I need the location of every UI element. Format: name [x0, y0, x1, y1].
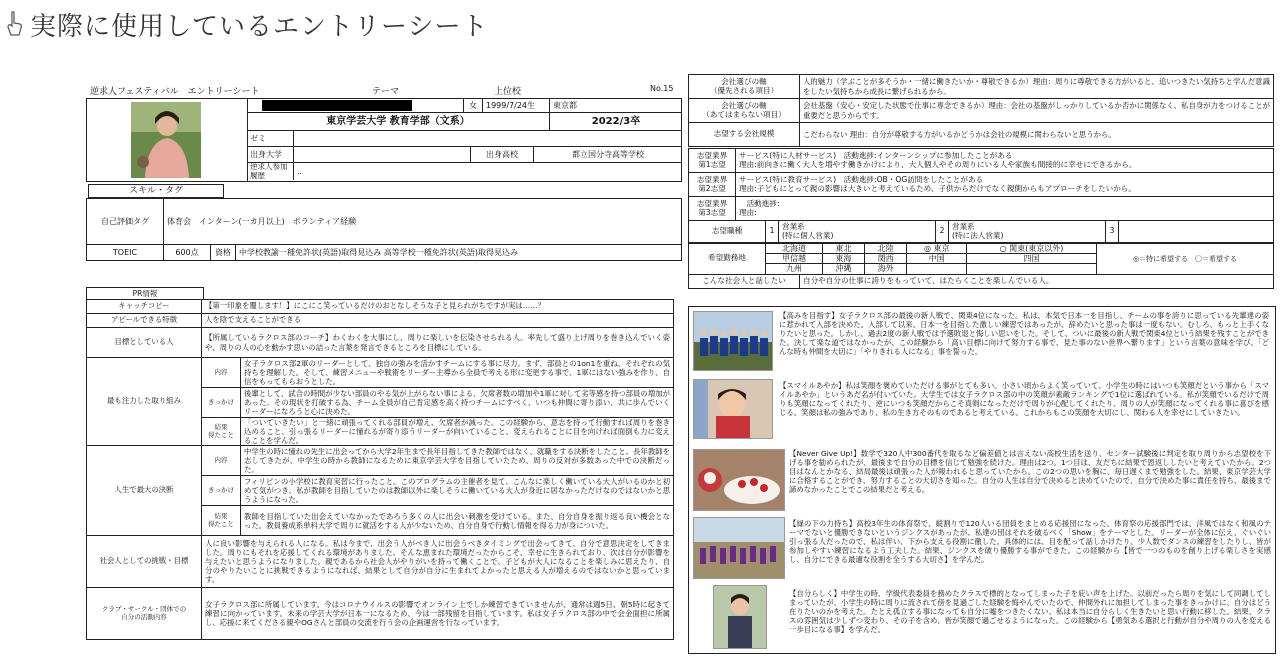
name-cell: [247, 99, 464, 113]
team-photo: [693, 311, 773, 371]
region-cell: 海外: [865, 264, 907, 274]
region-cell: 甲信越: [766, 254, 823, 264]
story-text: 【高みを目指す】女子ラクロス部の最後の新人戦で、関東4位になった。私は、本気で日本一を目指し、チームの事を誇りに思っている先輩達の姿に惹かれて入部を決めた。入部して以来、日本一を目指した激しい練習ではあったが、辞めたいと思った事は一度もない。むしろ、もっと上手くなりたいと思った。しかし、過去2度の新人戦では予選敗退と悔しい思いをした。そして、ついに最後の新人戦で関東4位という結果を残すことができた。決して楽な道ではなかったが、この経験から「高い目標に向けて努力する事で、見た事のない世界へ繋ります」という言葉の意味を学び、「どんな時も仲間を大切に」「やりきれる人になる」事を誓った。: [779, 311, 1269, 357]
effort-row-label: きっかけ: [202, 388, 241, 418]
region-cell: ○ 関東(東京以外): [967, 244, 1097, 254]
talk-value: 自分や自分の仕事に誇りをもっていて、はたらくことを楽しんでいる人。: [800, 275, 1274, 289]
pref1-label: 志望業界 第1志望: [689, 149, 736, 173]
hs-label: 出身高校: [471, 147, 534, 163]
occupation-value: 営業系 (特に個人営業): [779, 221, 936, 243]
story-text: 【自分らしく】中学生の時、学級代表委員を務めたクラスで標的となってしまった子を庇い声を上げた。以前だったら周りを気にして同調してしまっていたが、小学生の時に周りに流されて傍を見過ごした経験を悔やんでいたので、仲間外れに加担してしまった事をきっかけに、自分はどう在りたいのかを考えた。たとえ孤立する事になっても自分に嘘をつきたくない、私は本当に自分らしく生きたいと思い行動に移した。結果、クラスの雰囲気は少しずつ変わり、その子を含め、皆が笑顔で過ごせるようになった。この経験から【勇気ある選択と行動が自分や周りの人を変える一歩目になる事】を学んだ。: [789, 589, 1271, 635]
birthdate: 1999/7/24生: [483, 99, 550, 113]
page-title: 実際に使用しているエントリーシート: [30, 11, 489, 42]
slide-title: [6, 4, 488, 44]
gender: 女: [464, 99, 483, 113]
position-label: 上位校: [494, 87, 522, 97]
skills-header: スキル・タグ: [88, 184, 224, 198]
cert-label: 資格: [211, 245, 236, 261]
scale-label: 志望する会社規模: [689, 123, 800, 147]
occupation-value: [1119, 221, 1274, 243]
region-cell: 九州: [766, 264, 823, 274]
story-text: 【縁の下の力持ち】高校3年生の体育祭で、縦割りで120人いる団員をまとめる応援団になった。体育祭の応援部門では、洋風ではなく和風のテーマでないと優勝できないというジンクスがあったが、私達の団はそれを破るべく「Show」をテーマとした。リーダーが全体に伝え、ぐいぐい引っ張る人だったので、私は伴い、下から支える役割に徹した。具体的には、目を配って話しかけたり、少人数でダンスの練習をしたりし、皆が参加しやすい練習になるよう工夫した。結果、ジンクスを破り優勝する事ができた。この経験から【皆で一つのものを創り上げる楽しさを実感し、自分にできる最適な役割を全うする大切さ】を学んだ。: [789, 519, 1271, 565]
effort-row-label: 内容: [202, 358, 241, 388]
pref1-value: サービス(特に人材サービス) 活動進捗:インターンシップに参加したことがある 理由:前向きに働く大人を増やす働きかけにより、大人個人やその周りにいる人や家族も間接的に幸せにできるから。: [736, 149, 1274, 173]
seminar-label: ゼミ: [247, 131, 294, 147]
effort-row-text: 「ついていきたい」と一緒に頑張ってくれる部員が増え、欠席者が減った。この経験から、意志を持って行動すれば周りを巻き込めること、引っ張るリーダーに憧れるが寄り添うリーダーが向いていること、変えられることに目を向ければ面倒も力に変えることを学んだ。: [241, 418, 674, 446]
cert-value: 中学校教諭一種免許状(英語)取得見込み 高等学校一種免許状(英語)取得見込み: [236, 245, 682, 261]
event-name: 逆求人フェスティバル エントリーシート: [90, 87, 260, 97]
pointing-hand-icon: [6, 11, 24, 37]
goal-label: 目標としている人: [87, 328, 202, 358]
region-cell: 関西: [865, 254, 907, 264]
festival-photo: [693, 517, 785, 579]
cake-photo: [693, 449, 785, 511]
region-cell: 北陸: [865, 244, 907, 254]
decision-row-text: 教師を目指していた出会えていなかったであろう多くの人に出会い刺激を受けている。また、自分自身を振り返る良い機会となった。教員養成系単科大学で周りに就活をする人が少ないため、自分自身で行動し情報を得る力が身についた。: [241, 506, 674, 536]
pref2-value: サービス(特に教育サービス) 活動進捗:OB・OG訪問をしたことがある 理由:子どもにとって親の影響は大きいと考えているため、子供からだけでなく親側からもアプローチをしたいから。: [736, 173, 1274, 197]
location: 東京都: [550, 99, 683, 113]
region-cell: 北海道: [766, 244, 823, 254]
effort-label: 最も注力した取り組み: [87, 358, 202, 446]
occupation-label: 志望職種: [689, 221, 766, 243]
axis2-label: 会社選びの軸 （あてはまらない項目）: [689, 99, 800, 123]
club-value: 女子ラクロス部に所属しています。今はコロナウイルスの影響でオンライン上でしか練習できていませんが、通常は週5日、朝5時に起きて練習に向かっています。未来の学芸大学が日本一になるため、今は一部残留を目指しています。私は女子ラクロス部の中で会金面担に所属し、応援に来てくださる親やOGさんと部員の交流を行う会の企画運営を行なっています。: [202, 588, 674, 640]
axis1-value: 人的魅力（学ぶことが多そうか・一緒に働きたいか・尊敬できるか）理由：周りに尊敬できる方がいると、追いつきたい気持ちと学んだ意識をしたい気持ちから成長に繋げられるから。: [800, 75, 1274, 99]
redacted-name: [262, 100, 412, 111]
toeic-score: 600点: [164, 245, 211, 261]
portrait-photo: [713, 585, 767, 649]
pref3-label: 志望業界 第3志望: [689, 197, 736, 221]
profile-block: [86, 98, 682, 182]
profile-photo: [131, 102, 201, 178]
region-cell: 東北: [822, 244, 864, 254]
region-cell: 東海: [822, 254, 864, 264]
theme-label: テーマ: [372, 87, 400, 97]
decision-row-label: 内容: [202, 446, 241, 476]
scale-value: こだわらない 理由：自分が尊敬する方がいるかどうかは会社の規模に関わらないと思うから。: [800, 123, 1274, 147]
talk-label: こんな社会人と話したい: [689, 275, 800, 289]
catch-value: 【第一印象を覆します！】にこにこ笑っているだけのおとなしそうな子と見られがちですが実は……？: [202, 300, 674, 314]
region-cell: 中国: [907, 254, 967, 264]
decision-row-text: 中学生の時に憧れの先生に出会ってから大学2年生まで長年目指してきた教師ではなく、就職をする決断をしたこと。長年教師を志してきたが、中学生の時から教師になるために東京学芸大学を目指していたため、周りの反対が多数あった中での決断だった。: [241, 446, 674, 476]
goal-value: 【所属しているラクロス部のコーチ】わくわくを大事にし、周りに楽しいを伝染させられる人。率先して盛り上げ周りを巻き込んでいく姿や、周りの人の心を動かす思いの詰った言葉を発言できるところを目標にしている。: [202, 328, 674, 358]
region-cell: [967, 264, 1097, 274]
toeic-label: TOEIC: [87, 245, 164, 261]
axis1-label: 会社選びの軸 （優先される項目）: [689, 75, 800, 99]
university: 東京学芸大学 教育学部（文系）: [247, 113, 550, 131]
effort-row-label: 結果 得たこと: [202, 418, 241, 446]
region-cell: ◎ 東京: [907, 244, 967, 254]
decision-label: 人生で最大の決断: [87, 446, 202, 536]
history-label: 逆求人参加履歴: [247, 163, 294, 181]
appeal-value: 人を陰で支えることができる: [202, 314, 674, 328]
occupation-no: 1: [766, 221, 779, 243]
univ-label: 出身大学: [247, 147, 294, 163]
seminar-value: [294, 131, 683, 147]
club-label: クラブ・サークル・団体での 自分の活動内容: [87, 588, 202, 640]
region-label: 希望勤務地: [689, 244, 766, 275]
pref2-label: 志望業界 第2志望: [689, 173, 736, 197]
effort-row-text: 後輩として、試合の時間が少ない部員のやる気が上がらない事による、欠席者数の増加や1軍に対して劣等感を持つ部員の増加があった。その現状を打破する為、チーム全員が自己肯定感を高く持つチームにすべく、いつも仲間に寄り添い、共に歩んでいくリーダーになろうと心に決めた。: [241, 388, 674, 418]
stories-block: [688, 306, 1276, 654]
decision-row-label: 結果 得たこと: [202, 506, 241, 536]
decision-row-label: きっかけ: [202, 476, 241, 506]
challenge-label: 社会人としての挑戦・目標: [87, 536, 202, 588]
occupation-value: 営業系 (特に法人営業): [949, 221, 1106, 243]
univ-value: [294, 147, 471, 163]
profile-photo-cell: [87, 99, 248, 181]
story-text: 【スマイルあやか】私は笑顔を褒めていただける事がとても多い。小さい頃からよく笑っていて、小学生の時にはいつも笑顔だという事から「スマイルあやか」というあだ名が付いていた。大学生では女子ラクロス部の中の笑顔が素敵ランキングで1位に選ばれている。私が笑顔でいるだけで周りも笑顔になってくれたり、逆にいつも笑顔だからこそ真剣になっただけで周りが心配してくれたり、周りの人が笑顔になってくれる事に喜びを感じる。笑顔は私の強みであり、私の生き方そのものであると考えている。これからもこの笑顔を大切にし、関わる人を幸せにしていきたい。: [779, 381, 1269, 418]
entry-number: No.15: [650, 84, 674, 93]
region-legend: ◎＝特に希望する 〇＝希望する: [1097, 244, 1274, 275]
region-cell: [907, 264, 967, 274]
history-value: ..: [294, 163, 683, 181]
occupation-no: 3: [1106, 221, 1119, 243]
self-tag-value: 体育会 インターン(一カ月以上) ボランティア経験: [164, 199, 682, 245]
region-cell: 沖縄: [822, 264, 864, 274]
grad-year: 2022/3卒: [550, 113, 683, 131]
effort-row-text: 女子ラクロス部2軍のリーダーとして、独自の強みを活かすチームにする事に尽力。まず、部員との1on1を重ね、それぞれの気持ちを理解した。そして、練習メニューや戦術をリーダー主導から全員で考える形に変更する事で、1軍にはない強みを作り、自信をもってもらおうとした。: [241, 358, 674, 388]
hs-value: 都立国分寺高等学校: [534, 147, 683, 163]
appeal-label: アピールできる特徴: [87, 314, 202, 328]
region-cell: 四国: [967, 254, 1097, 264]
axis2-value: 会社基盤（安心・安定した状態で仕事に専念できるか）理由：会社の基盤がしっかりしているか否かに関係なく、私自身が力をつけることが重要だと思うからです。: [800, 99, 1274, 123]
decision-row-text: フィリピンの小学校に教育実習に行ったこと。このプログラムの主催者を見て、こんなに楽しく働いている大人がいるのかと初めて気がつき、私が教師を目指していたのは教師以外に楽しそうに働いている大人が身近に居なかっただけなのではないかと思うようになった。: [241, 476, 674, 506]
story-text: 【Never Give Up!】数学で320人中300番代を取るなど偏差値とは言えない高校生活を送り、センター試験後に判定を取り周りから志望校を下げる事を勧められたが、最後まで自分の目標を信じて勉強を続けた。理由は2つ。1つ目は、友だちに結果で恩返ししたいと考えていたから。2つ目はなんとかなる、結局最後は頑張った人が報われると思っていたから。この2つの思いを胸に、毎日遅くまで勉強をした。結果、東京学芸大学に合格することができ、努力することの大切さを知った。自分の人生は自分で決めると決めていたので、自分で決めた事に責任を持ち、最後まで諦めなかったことでこの結果だと考える。: [789, 449, 1271, 495]
self-tag-label: 自己評価タグ: [87, 199, 164, 245]
catch-label: キャッチコピー: [87, 300, 202, 314]
child-photo: [693, 379, 773, 439]
occupation-no: 2: [936, 221, 949, 243]
pref3-value: 活動進捗: 理由:: [736, 197, 1274, 221]
pr-header: PR情報: [86, 287, 204, 299]
challenge-value: 人に良い影響を与えられる人になる。私は今まで、出会う人がべき人に出会うべきタイミングで出会ってきて、自分で意思決定をしてきました。周りにもそれを応援してくれる環境がありました。そんな恵まれた環境だったからこそ、幸せに生きられており、次は自分が影響を与えたいと思うようになりました。親であるから社会人がやりがいを持って働くことで、子どもが大人になることを楽しみに思えたり、自分のやりたいことに挑戦できるようになれば、結果として自分が自分に生まれてよかったと思える人が増えるのではないかと思っています。: [202, 536, 674, 588]
